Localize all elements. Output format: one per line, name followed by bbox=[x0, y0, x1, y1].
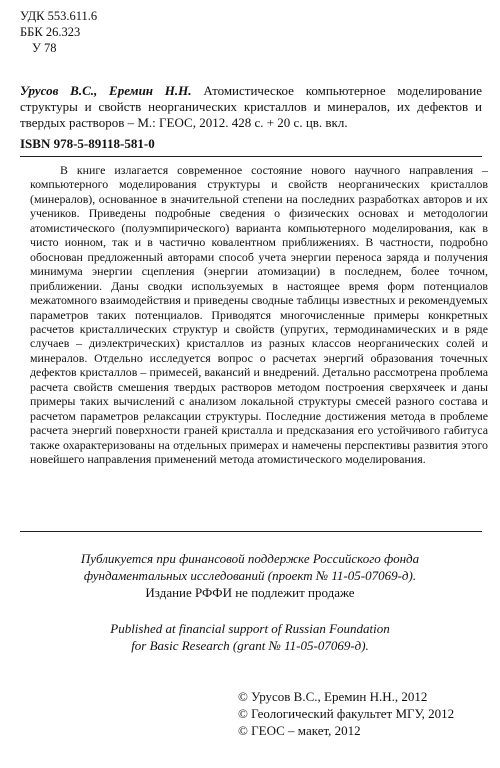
title-and-publisher: Атомистическое компьютерное моделирование структуры и свойств неорганических кристаллов и минералов, их дефектов и твердых растворов – М.: ГЕОС, 2012. 428 с. + 20 с. цв. вкл. bbox=[20, 83, 482, 130]
isbn: ISBN 978-5-89118-581-0 bbox=[20, 136, 155, 151]
top-divider bbox=[20, 156, 482, 157]
copyright-block bbox=[238, 688, 454, 739]
copyright-line: © Геологический факультет МГУ, 2012 bbox=[238, 706, 455, 721]
funding-note-en-line: Published at financial support of Russian Foundation bbox=[110, 621, 390, 636]
bottom-divider bbox=[20, 531, 482, 532]
bbk-code: ББК 26.323 bbox=[20, 25, 81, 39]
not-for-sale-note: Издание РФФИ не подлежит продаже bbox=[145, 585, 355, 600]
funding-note-en-line: for Basic Research (grant № 11-05-07069-д). bbox=[131, 638, 369, 653]
udk-code: УДК 553.611.6 bbox=[20, 9, 98, 23]
copyright-line: © ГЕОС – макет, 2012 bbox=[238, 723, 361, 738]
annotation-text: В книге излагается современное состояние нового научного направления – компьютерного моделирования структуры и свойств неорганических кристаллов (минералов), основанное в значительной степени на последних разработках авторов и их учеников. Приведены подробные сведения о физических основах и методологии атомистического (полуэмпирического) варианта компьютерного моделирования, как в чисто ионном, так и в частично ковалентном приближениях. В частности, подробно обоснован предложенный авторами способ учета энергии переноса заряда и получения минимума энергии сцепления (энергии атомизации) в последнем, более точном, приближении. Даны сводки используемых в настоящее время форм потенциалов межатомного взаимодействия и приведены сводные таблицы известных и рекомендуемых параметров таких потенциалов. Приводятся многочисленные примеры конкретных расчетов кристаллических структур и свойств (упругих, термодинамических и в ряде случаев – диэлектрических) кристаллов из разных классов неорганических солей и минералов. Отдельно исследуется вопрос о расчетах энергий образования точечных дефектов кристаллов – примесей, вакансий и внедрений. Детально рассмотрена проблема расчета свойств смешения твердых растворов методом построения сверхячеек и даны примеры таких вычислений с анализом локальной структуры смесей разного состава и расчетом параметров релаксации структуры. Последние достижения метода в проблеме расчета энергий поверхности граней кристалла и предсказания его устойчивого габитуса также охарактеризованы на отдельных примерах и намечены перспективы развития этого новейшего направления применений метода атомистического моделирования. bbox=[30, 163, 488, 467]
funding-note-ru-line: Публикуется при финансовой поддержке Российского фонда bbox=[80, 551, 420, 566]
authors: Урусов В.С., Еремин Н.Н. bbox=[20, 83, 192, 98]
funding-note-en bbox=[0, 620, 500, 654]
bibliographic-description bbox=[20, 83, 482, 131]
funding-note-ru bbox=[0, 550, 500, 584]
author-sign-code: У 78 bbox=[32, 41, 57, 55]
funding-note-ru-line: фундаментальных исследований (проект № 11-05-07069-д). bbox=[83, 568, 417, 583]
copyright-line: © Урусов В.С., Еремин Н.Н., 2012 bbox=[238, 689, 428, 704]
